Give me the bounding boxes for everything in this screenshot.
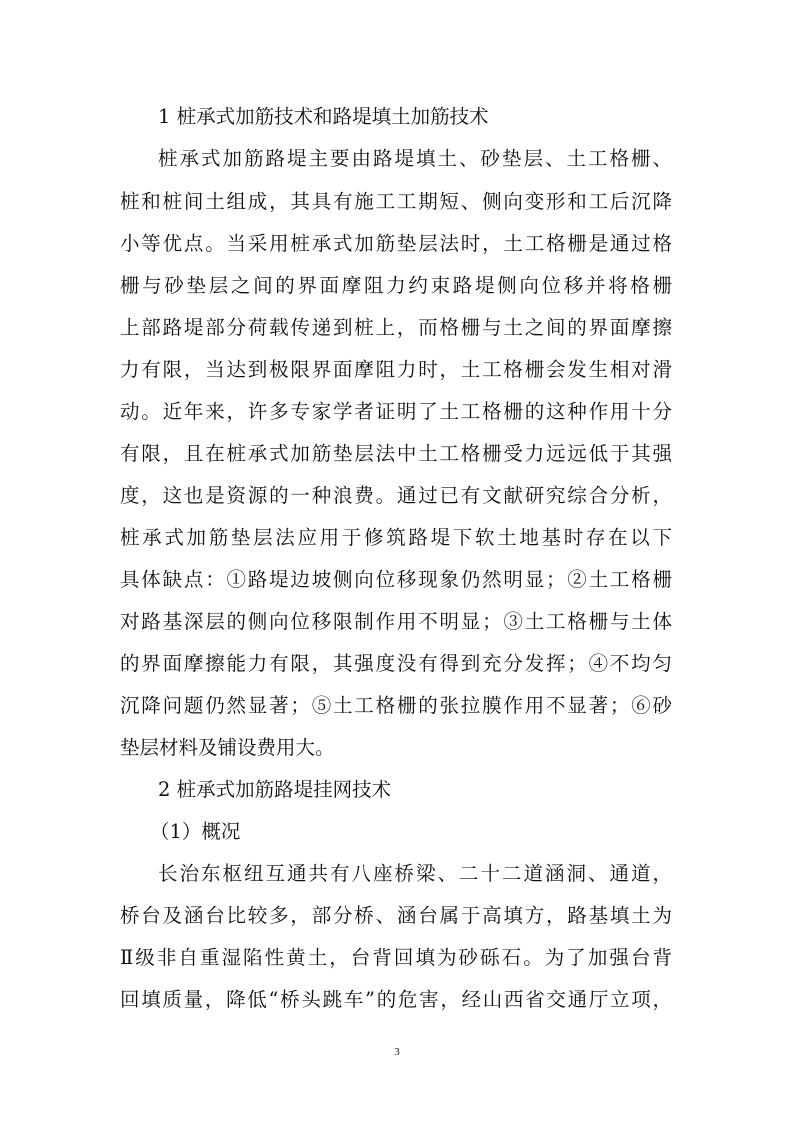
- paragraph-line: 度，这也是资源的一种浪费。通过已有文献研究综合分析，: [120, 484, 672, 507]
- paragraph-line: 对路基深层的侧向位移限制作用不明显；③土工格栅与土体: [120, 610, 672, 633]
- paragraph-line: 小等优点。当采用桩承式加筋垫层法时，土工格栅是通过格: [120, 232, 672, 255]
- paragraph-line: 沉降问题仍然显著；⑤土工格栅的张拉膜作用不显著；⑥砂: [120, 694, 672, 717]
- paragraph-line: 具体缺点：①路堤边坡侧向位移现象仍然明显；②土工格栅: [120, 568, 672, 591]
- paragraph-line: 上部路堤部分荷载传递到桩上，而格栅与土之间的界面摩擦: [120, 316, 672, 339]
- paragraph-line: 动。近年来，许多专家学者证明了土工格栅的这种作用十分: [120, 400, 672, 423]
- section-heading: 1 桩承式加筋技术和路堤填土加筋技术: [158, 105, 489, 128]
- paragraph-line: 桩承式加筋垫层法应用于修筑路堤下软土地基时存在以下: [120, 526, 672, 549]
- subsection-heading: （1）概况: [150, 820, 241, 843]
- page-number: 3: [394, 1046, 400, 1058]
- paragraph-line: 桥台及涵台比较多，部分桥、涵台属于高填方，路基填土为: [120, 904, 672, 927]
- paragraph-line: Ⅱ级非自重湿陷性黄土，台背回填为砂砾石。为了加强台背: [120, 946, 672, 969]
- paragraph-line: 桩和桩间土组成，其具有施工工期短、侧向变形和工后沉降: [120, 190, 672, 213]
- paragraph-line: 有限，且在桩承式加筋垫层法中土工格栅受力远远低于其强: [120, 442, 672, 465]
- paragraph-line: 垫层材料及铺设费用大。: [120, 736, 335, 759]
- paragraph-line: 的界面摩擦能力有限，其强度没有得到充分发挥；④不均匀: [120, 652, 672, 675]
- paragraph-line: 桩承式加筋路堤主要由路堤填土、砂垫层、土工格栅、: [158, 147, 672, 170]
- section-heading: 2 桩承式加筋路堤挂网技术: [158, 778, 392, 801]
- paragraph-line: 回填质量，降低“桥头跳车”的危害，经山西省交通厅立项，: [120, 988, 672, 1011]
- paragraph-line: 力有限，当达到极限界面摩阻力时，土工格栅会发生相对滑: [120, 358, 672, 381]
- paragraph-line: 长治东枢纽互通共有八座桥梁、二十二道涵洞、通道，: [158, 862, 672, 885]
- paragraph-line: 栅与砂垫层之间的界面摩阻力约束路堤侧向位移并将格栅: [120, 274, 672, 297]
